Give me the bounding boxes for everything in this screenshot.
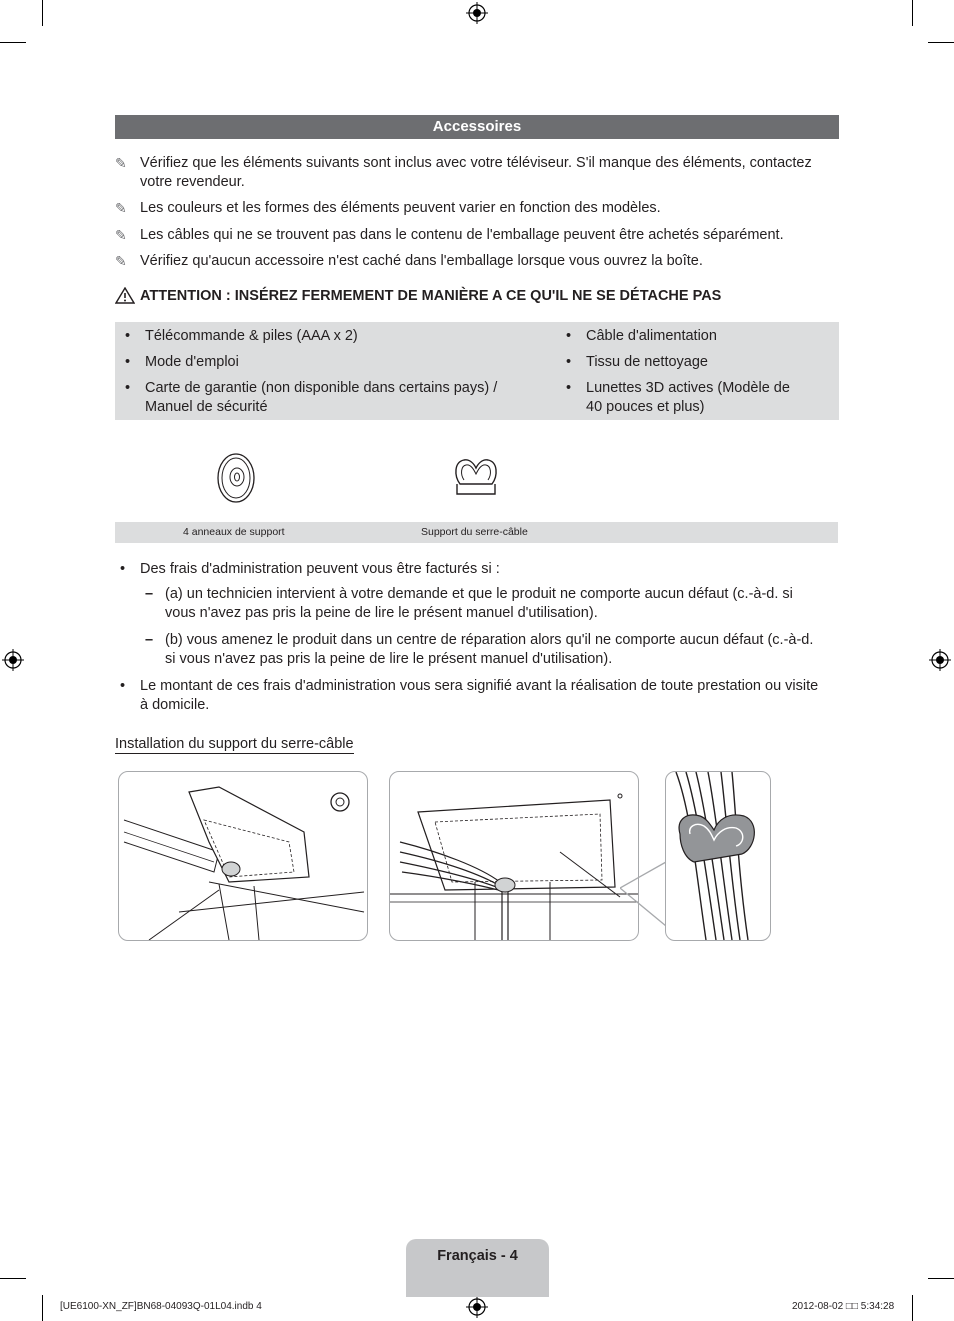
- attention-line: [115, 287, 839, 304]
- section-title: Accessoires: [115, 115, 839, 139]
- fees-case-item: – (a) un technicien intervient à votre demande et que le produit ne comporte aucun défaut (c.-à-d. si vous n'avez pas pris la peine de lire le présent manuel d'utilisation).: [145, 585, 825, 623]
- pencil-note-icon: ✎: [115, 200, 127, 216]
- crop-mark: [912, 1295, 913, 1321]
- fees-notice-text: Le montant de ces frais d'administration vous sera signifié avant la réalisation de toute prestation ou visite à domicile.: [140, 678, 819, 713]
- note-text: Vérifiez qu'aucun accessoire n'est caché dans l'emballage lorsque vous ouvrez la boîte.: [140, 253, 703, 269]
- fees-intro-item: • Des frais d'administration peuvent vous être facturés si :: [120, 561, 500, 577]
- footer-file-info: [UE6100-XN_ZF]BN68-04093Q-01L04.indb 4: [60, 1301, 262, 1312]
- page-number: Français - 4: [406, 1239, 549, 1297]
- registration-mark-icon: [929, 649, 951, 671]
- crop-mark: [0, 42, 26, 43]
- list-item-text: Carte de garantie (non disponible dans certains pays) / Manuel de sécurité: [145, 380, 498, 415]
- registration-mark-icon: [466, 2, 488, 24]
- crop-mark: [0, 1278, 26, 1279]
- list-item-text: Câble d'alimentation: [586, 328, 717, 344]
- list-item-text: Télécommande & piles (AAA x 2): [145, 328, 358, 344]
- warning-triangle-icon: [115, 287, 135, 304]
- image-captions: [115, 522, 838, 543]
- crop-mark: [42, 1295, 43, 1321]
- crop-mark: [42, 0, 43, 26]
- note-text: Les câbles qui ne se trouvent pas dans le contenu de l'emballage peuvent être achetés séparément.: [140, 227, 784, 243]
- note-item: [115, 252, 835, 271]
- fees-intro-text: Des frais d'administration peuvent vous être facturés si :: [140, 561, 500, 577]
- list-item: • Mode d'emploi: [125, 354, 239, 370]
- zoom-callout-lines: [620, 860, 670, 930]
- attention-text: ATTENTION : INSÉREZ FERMEMENT DE MANIÈRE A CE QU'IL NE SE DÉTACHE PAS: [140, 287, 722, 304]
- note-item: [115, 199, 835, 218]
- registration-mark-icon: [2, 649, 24, 671]
- list-item: • Câble d'alimentation: [566, 328, 717, 344]
- fees-notice-item: • Le montant de ces frais d'administration vous sera signifié avant la réalisation de toute prestation ou visite à domicile.: [120, 677, 825, 715]
- list-item: • Carte de garantie (non disponible dans certains pays) / Manuel de sécurité: [125, 379, 535, 417]
- cable-holder-image: [452, 454, 500, 498]
- fees-case-text: (b) vous amenez le produit dans un centre de réparation alors qu'il ne comporte aucun défaut (c.-à-d. si vous n'avez pas pris la peine de lire le présent manuel d'utilisation).: [165, 632, 814, 667]
- note-item: [115, 154, 835, 192]
- list-item-text: Lunettes 3D actives (Modèle de 40 pouces et plus): [586, 380, 790, 415]
- note-text: Vérifiez que les éléments suivants sont inclus avec votre téléviseur. S'il manque des éléments, contactez votre revendeur.: [140, 155, 812, 190]
- note-text: Les couleurs et les formes des éléments peuvent varier en fonction des modèles.: [140, 200, 661, 216]
- pencil-note-icon: ✎: [115, 155, 127, 171]
- note-item: [115, 226, 835, 245]
- pencil-note-icon: ✎: [115, 227, 127, 243]
- list-item-text: Mode d'emploi: [145, 354, 239, 370]
- list-item: • Télécommande & piles (AAA x 2): [125, 328, 358, 344]
- registration-mark-icon: [466, 1296, 488, 1318]
- crop-mark: [912, 0, 913, 26]
- footer-timestamp: 2012-08-02 □□ 5:34:28: [792, 1301, 895, 1312]
- install-illustration-1: [118, 771, 368, 941]
- install-illustration-2: [389, 771, 639, 941]
- caption-holder-ring: 4 anneaux de support: [183, 526, 285, 538]
- list-item: • Tissu de nettoyage: [566, 354, 708, 370]
- fees-case-item: – (b) vous amenez le produit dans un centre de réparation alors qu'il ne comporte aucun défaut (c.-à-d. si vous n'avez pas pris la peine de lire le présent manuel d'utilisation).: [145, 632, 814, 667]
- pencil-note-icon: ✎: [115, 253, 127, 269]
- caption-cable-holder: Support du serre-câble: [421, 526, 528, 538]
- fees-case-text: (a) un technicien intervient à votre demande et que le produit ne comporte aucun défaut (c.-à-d. si vous n'avez pas pris la peine de lire le présent manuel d'utilisation).: [165, 586, 793, 621]
- crop-mark: [928, 42, 954, 43]
- install-heading: Installation du support du serre-câble: [115, 736, 354, 752]
- list-item-text: Tissu de nettoyage: [586, 354, 708, 370]
- list-item: • Lunettes 3D actives (Modèle de 40 pouces et plus): [566, 379, 806, 417]
- holder-ring-image: [215, 452, 257, 504]
- crop-mark: [928, 1278, 954, 1279]
- install-detail-zoom: [665, 771, 771, 941]
